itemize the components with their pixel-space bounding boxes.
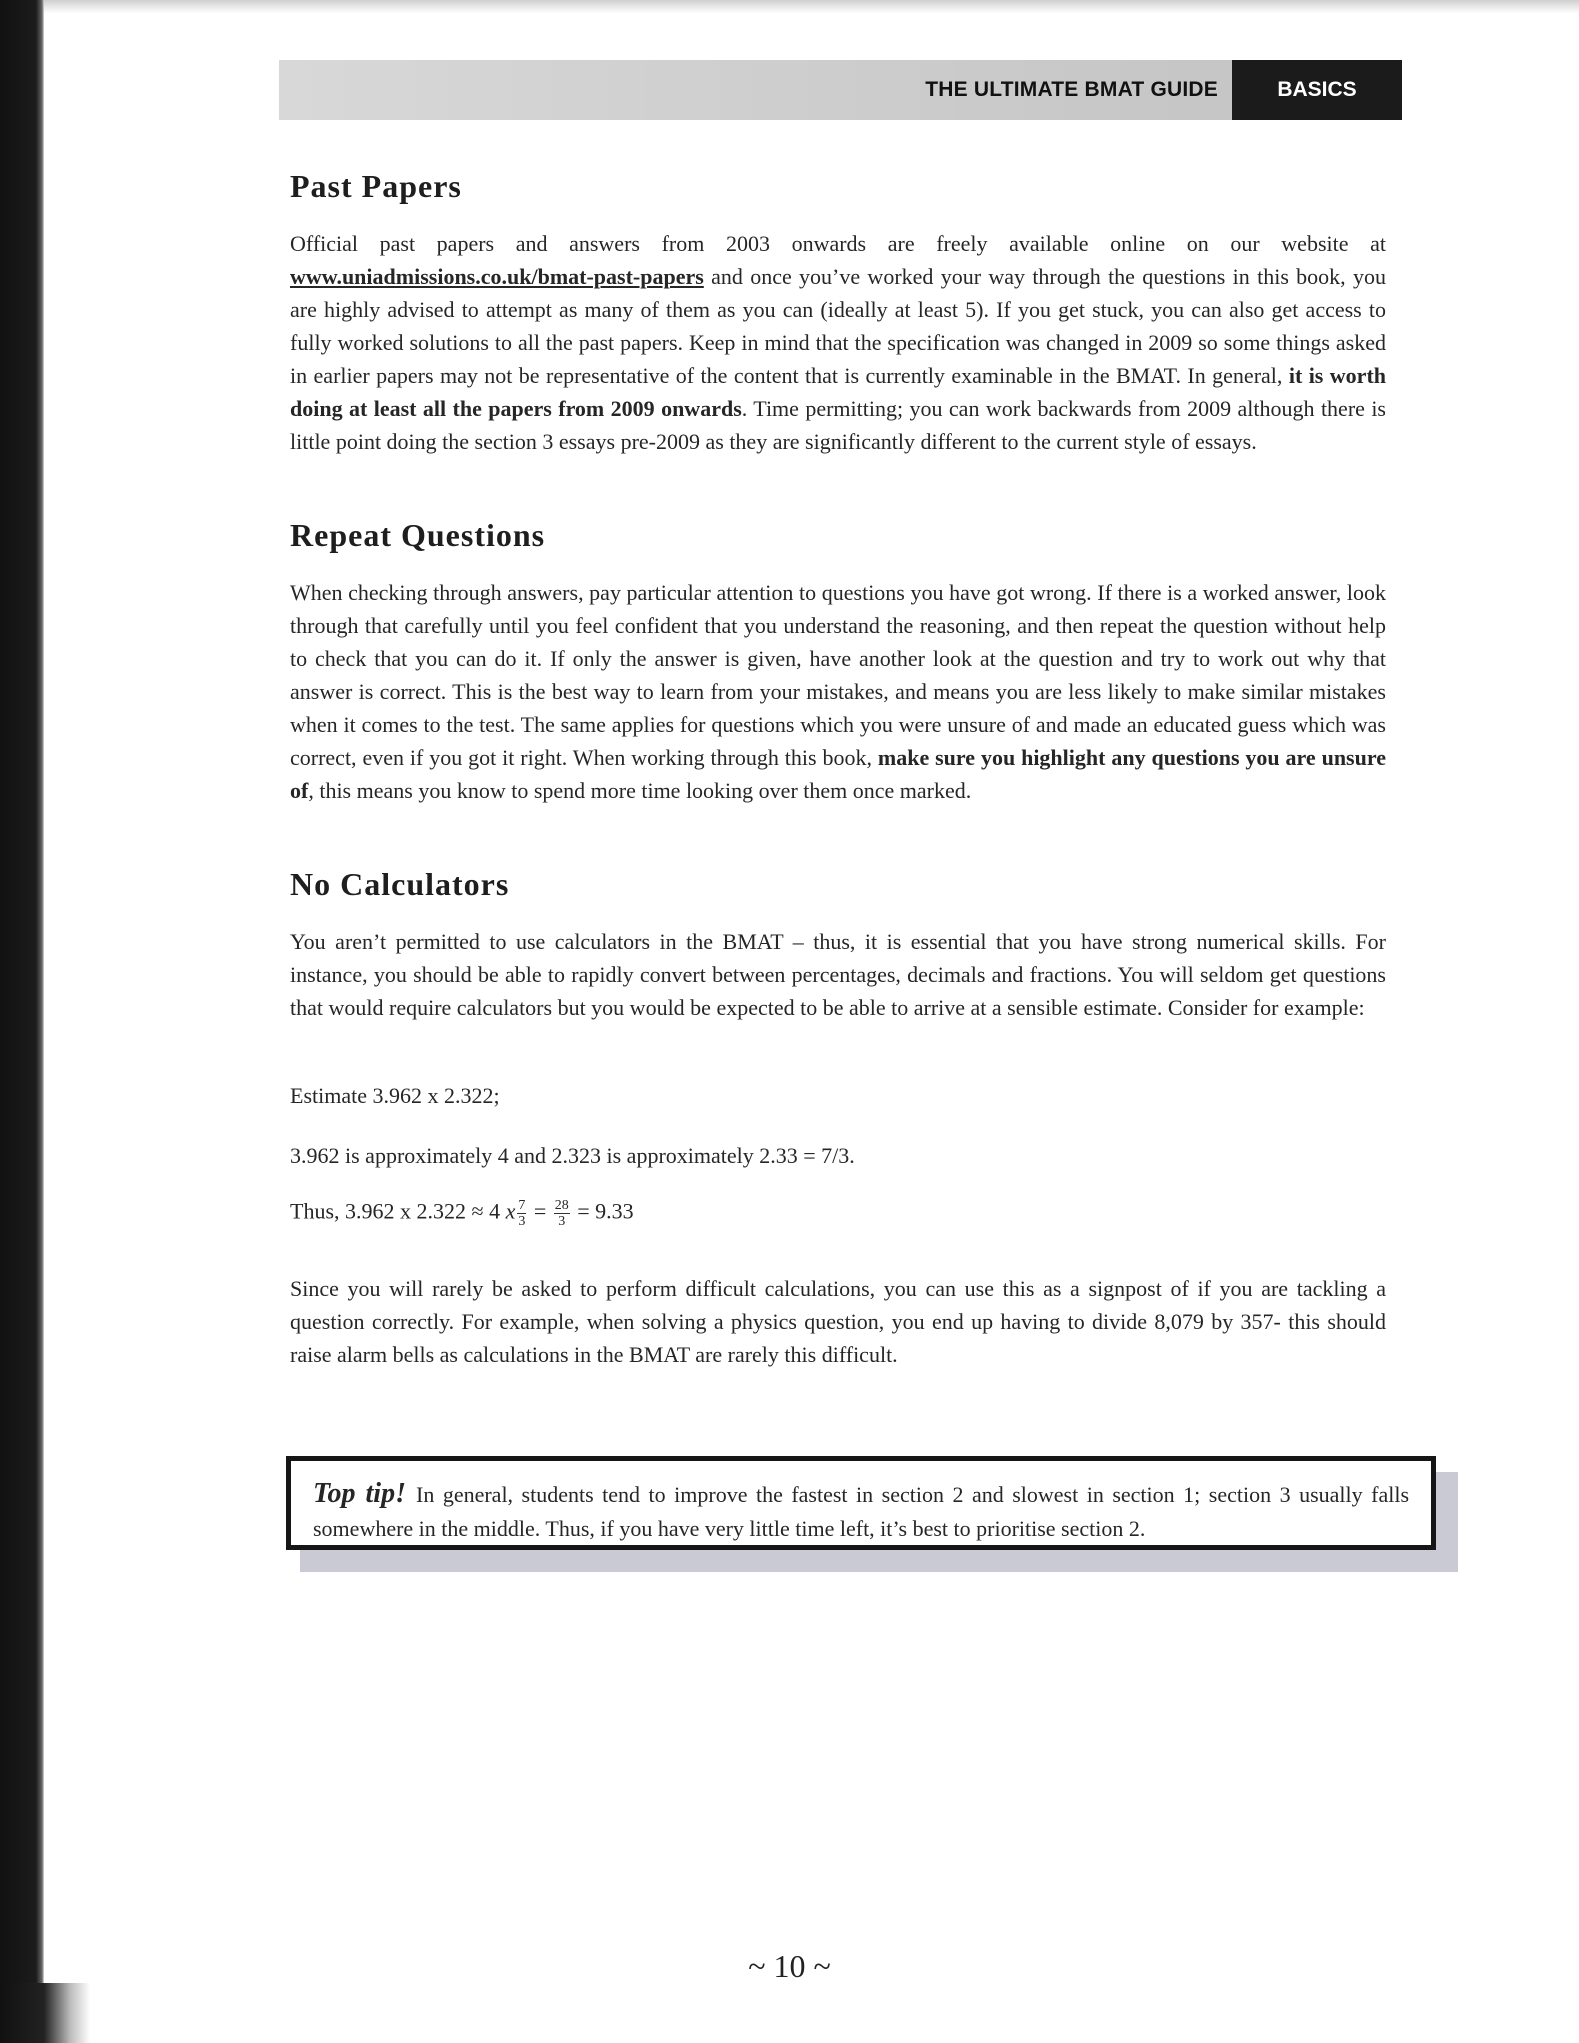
result-equals: = (528, 1198, 552, 1224)
past-papers-link[interactable]: www.uniadmissions.co.uk/bmat-past-papers (290, 264, 704, 289)
no-calculators-paragraph: You aren’t permitted to use calculators in the BMAT – thus, it is essential that you have strong numerical skills. For instance, you should be able to rapidly convert between percentages, decimals and fractions. You will seldom get questions that would require calculators but you would be expected to be able to arrive at a sensible estimate. Consider for example: (290, 929, 1386, 1020)
repeat-questions-emphasis: make sure you highlight any questions you are unsure of (290, 745, 1386, 803)
top-tip-paragraph (313, 1477, 1409, 1546)
past-papers-text-1: Official past papers and answers from 2003 onwards are freely available online on our website at (290, 231, 1386, 256)
fraction-twentyeight-thirds: $\frac{28}{3}$ (554, 1198, 569, 1229)
no-calculators-heading: No Calculators (290, 866, 510, 902)
approximation-line: 3.962 is approximately 4 and 2.323 is approximately 2.33 = 7/3. (290, 1143, 855, 1168)
signpost-block (290, 1272, 1386, 1371)
result-value: = 9.33 (571, 1198, 634, 1224)
past-papers-heading: Past Papers (290, 168, 462, 204)
result-line (290, 1198, 1386, 1229)
top-tip-box (286, 1456, 1436, 1550)
past-papers-paragraph (290, 227, 1386, 458)
repeat-questions-section (290, 517, 1386, 807)
past-papers-section (290, 168, 1386, 458)
past-papers-text-3: . Time permitting; you can work backwards from 2009 although there is little point doing the section 3 essays pre-2009 as they are significantly different to the current style of essays. (290, 396, 1386, 454)
result-x: x (505, 1198, 516, 1224)
page-number: ~ 10 ~ (748, 1948, 831, 1984)
page-header (279, 60, 1402, 120)
scan-edge-top (44, 0, 1579, 14)
past-papers-text-2: and once you’ve worked your way through the questions in this book, you are highly advised to attempt as many of them as you can (ideally at least 5). If you get stuck, you can also get access to fully worked solutions to all the past papers. Keep in mind that the specification was changed in 2009 so some things asked in earlier papers may not be representative of the content that is currently examinable in the BMAT. In general, (290, 264, 1386, 388)
repeat-questions-text-2: , this means you know to spend more time looking over them once marked. (308, 778, 972, 803)
estimate-line: Estimate 3.962 x 2.322; (290, 1083, 500, 1108)
top-tip-label: Top tip! (313, 1478, 406, 1509)
repeat-questions-paragraph (290, 576, 1386, 807)
section-badge: BASICS (1232, 60, 1402, 120)
repeat-questions-heading: Repeat Questions (290, 517, 546, 553)
repeat-questions-text-1: When checking through answers, pay particular attention to questions you have got wrong. If there is a worked answer, look through that carefully until you feel confident that you understand the reasoning, and then repeat the question without help to check that you can do it. If only the answer is given, have another look at the question and try to work out why that answer is correct. This is the best way to learn from your mistakes, and means you are less likely to make similar mistakes when it comes to the test. The same applies for questions which you were unsure of and made an educated guess which was correct, even if you got it right. When working through this book, (290, 580, 1386, 770)
scan-edge-bottom (0, 1983, 90, 2043)
scan-edge-left (0, 0, 44, 2043)
fraction-seven-thirds: $\frac{7}{3}$ (518, 1198, 526, 1229)
result-prefix: Thus, 3.962 x 2.322 ≈ 4 (290, 1198, 506, 1224)
book-title: THE ULTIMATE BMAT GUIDE (925, 78, 1218, 101)
no-calculators-section (290, 866, 1386, 1024)
past-papers-emphasis: it is worth doing at least all the papers from 2009 onwards (290, 363, 1386, 421)
top-tip-text: In general, students tend to improve the fastest in section 2 and slowest in section 1; section 3 usually falls somewhere in the middle. Thus, if you have very little time left, it’s best to prioritise section 2. (313, 1482, 1410, 1541)
signpost-paragraph: Since you will rarely be asked to perform difficult calculations, you can use this as a signpost of if you are tackling a question correctly. For example, when solving a physics question, you end up having to divide 8,079 by 357- this should raise alarm bells as calculations in the BMAT are rarely this difficult. (290, 1276, 1386, 1367)
